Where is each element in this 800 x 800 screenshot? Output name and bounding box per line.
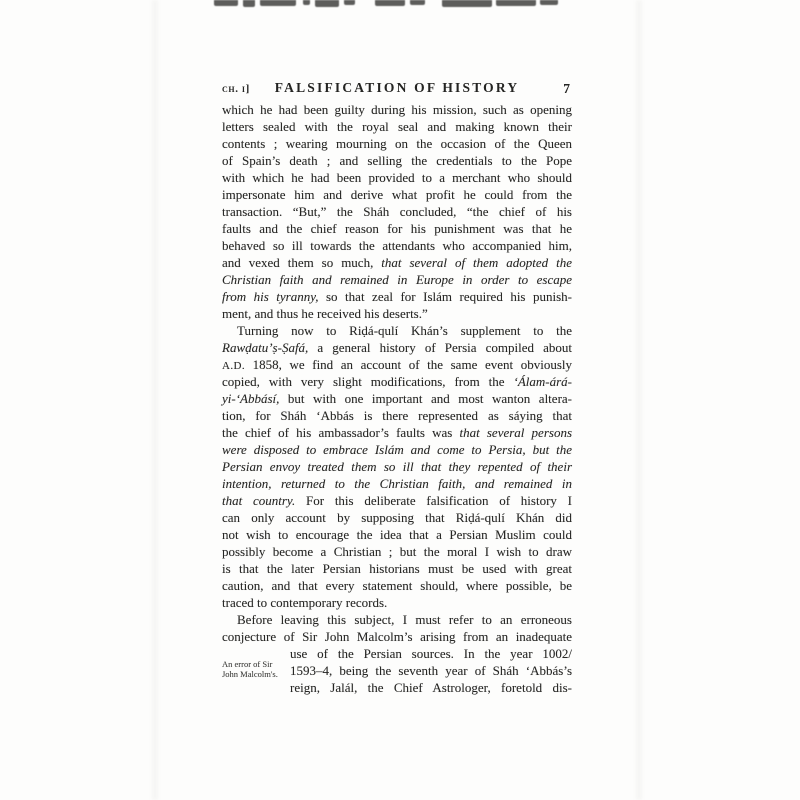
- cropped-text-fragment: [540, 0, 558, 5]
- roman-text: and vexed them so much,: [222, 255, 382, 270]
- roman-text: ment, and thus he received his deserts.”: [222, 306, 428, 321]
- cropped-text-fragment: [315, 0, 339, 7]
- italic-text: were disposed to embrace Islám and come to Persia, but the: [222, 442, 572, 457]
- roman-text: letters sealed with the royal seal and making known their: [222, 119, 572, 134]
- roman-text: faults and the chief reason for his punishment was that he: [222, 221, 572, 236]
- page-number: 7: [563, 81, 570, 96]
- roman-text: contents ; wearing mourning on the occasion of the Queen: [222, 136, 572, 151]
- roman-text: behaved so ill towards the attendants who accompanied him,: [222, 238, 572, 253]
- italic-text: ‘Álam-árá-: [513, 374, 572, 389]
- italic-text: intention, returned to the Christian faith, and remained in: [222, 476, 572, 491]
- text-line: [222, 237, 572, 254]
- text-line: [222, 118, 572, 135]
- roman-text: but with one important and most wanton altera-: [279, 391, 572, 406]
- roman-text: copied, with very slight modifications, from the: [222, 374, 514, 389]
- cropped-previous-line-remnant: [0, 0, 800, 10]
- text-line: [222, 577, 572, 594]
- roman-text: 1858, we find an account of the same event obviously: [245, 357, 572, 372]
- text-line: [222, 322, 572, 339]
- running-header: [222, 80, 572, 98]
- scan-fold-streak-left: [152, 0, 158, 800]
- cropped-text-fragment: [442, 0, 492, 7]
- text-line: [222, 271, 572, 288]
- text-line: [222, 407, 572, 424]
- chapter-label: ch. i]: [222, 83, 250, 95]
- italic-text: Persian envoy treated them so ill that they repented of their: [222, 459, 572, 474]
- text-line: [222, 458, 572, 475]
- roman-text: is that the later Persian historians must be used with great: [222, 561, 572, 576]
- roman-text: 1593–4, being the seventh year of Sháh ‘Abbás’s: [290, 663, 572, 678]
- cropped-text-fragment: [375, 0, 405, 6]
- text-line: [222, 526, 572, 543]
- margin-note: [222, 659, 288, 679]
- text-line: [222, 152, 572, 169]
- roman-text: of Spain’s death ; and selling the credentials to the Pope: [222, 153, 572, 168]
- paragraph: [222, 101, 572, 322]
- text-line: [222, 611, 572, 628]
- text-line: [222, 441, 572, 458]
- roman-text: with which he had been provided to a merchant who should: [222, 170, 572, 185]
- roman-text: which he had been guilty during his mission, such as opening: [222, 102, 572, 117]
- roman-text: use of the Persian sources. In the year 1002/: [290, 646, 572, 661]
- roman-text: Before leaving this subject, I must refer to an erroneous: [237, 612, 572, 627]
- text-line: [222, 560, 572, 577]
- text-line: [290, 679, 572, 696]
- page-header-title: FALSIFICATION OF HISTORY: [274, 80, 520, 95]
- text-line: [222, 101, 572, 118]
- text-line: [222, 288, 572, 305]
- text-line: [222, 509, 572, 526]
- cropped-text-fragment: [344, 0, 355, 5]
- roman-text: reign, Jalál, the Chief Astrologer, foretold dis-: [290, 680, 572, 695]
- roman-text: traced to contemporary records.: [222, 595, 388, 610]
- text-line: [222, 135, 572, 152]
- italic-text: from his tyranny,: [222, 289, 319, 304]
- roman-text: not wish to encourage the idea that a Persian Muslim could: [222, 527, 572, 542]
- roman-text: a general history of Persia compiled about: [308, 340, 572, 355]
- text-line: [222, 203, 572, 220]
- body-text-block: [222, 101, 572, 696]
- small-caps-text: A.D.: [222, 360, 245, 372]
- text-line: [222, 594, 572, 611]
- roman-text: For this deliberate falsification of history I: [295, 493, 572, 508]
- roman-text: transaction. “But,” the Sháh concluded, “the chief of his: [222, 204, 572, 219]
- roman-text: so that zeal for Islám required his punish-: [318, 289, 572, 304]
- text-line: [222, 492, 572, 509]
- text-line: [222, 356, 572, 373]
- cropped-text-fragment: [214, 0, 238, 6]
- text-line: [222, 390, 572, 407]
- text-line: [222, 254, 572, 271]
- text-line: [290, 645, 572, 662]
- roman-text: caution, and that every statement should, where possible, be: [222, 578, 572, 593]
- cropped-text-fragment: [260, 0, 296, 6]
- text-line: [222, 475, 572, 492]
- italic-text: yi-‘Abbásí,: [222, 391, 280, 406]
- roman-text: tion, for Sháh ‘Abbás is there represented as sáying that: [222, 408, 572, 423]
- cropped-text-fragment: [410, 0, 425, 5]
- margin-note-line-1: An error of Sir: [222, 659, 273, 669]
- cropped-text-fragment: [303, 0, 310, 5]
- paragraph: [222, 611, 572, 696]
- italic-text: that country.: [222, 493, 296, 508]
- text-line: [222, 186, 572, 203]
- roman-text: possibly become a Christian ; but the moral I wish to draw: [222, 544, 572, 559]
- italic-text: that several persons: [459, 425, 572, 440]
- margin-note-line-2: John Malcolm's.: [222, 669, 278, 679]
- text-line: [222, 373, 572, 390]
- cropped-text-fragment: [496, 0, 536, 6]
- scan-fold-streak-right: [636, 0, 642, 800]
- paragraph: [222, 322, 572, 611]
- text-line: [222, 339, 572, 356]
- text-line: [222, 543, 572, 560]
- text-line: [222, 305, 572, 322]
- roman-text: impersonate him and derive what profit he could from the: [222, 187, 572, 202]
- roman-text: can only account by supposing that Riḍá-qulí Khán did: [222, 510, 572, 525]
- text-line: [222, 628, 572, 645]
- text-line: [222, 169, 572, 186]
- text-line: [222, 424, 572, 441]
- roman-text: conjecture of Sir John Malcolm’s arising from an inadequate: [222, 629, 572, 644]
- italic-text: Rawḍatu’ṣ-Ṣafá,: [222, 340, 309, 355]
- italic-text: Christian faith and remained in Europe in order to escape: [222, 272, 572, 287]
- cropped-text-fragment: [243, 0, 255, 7]
- italic-text: that several of them adopted the: [381, 255, 572, 270]
- roman-text: Turning now to Riḍá-qulí Khán’s supplement to the: [237, 323, 572, 338]
- text-line: [290, 662, 572, 679]
- text-line: [222, 220, 572, 237]
- roman-text: the chief of his ambassador’s faults was: [222, 425, 460, 440]
